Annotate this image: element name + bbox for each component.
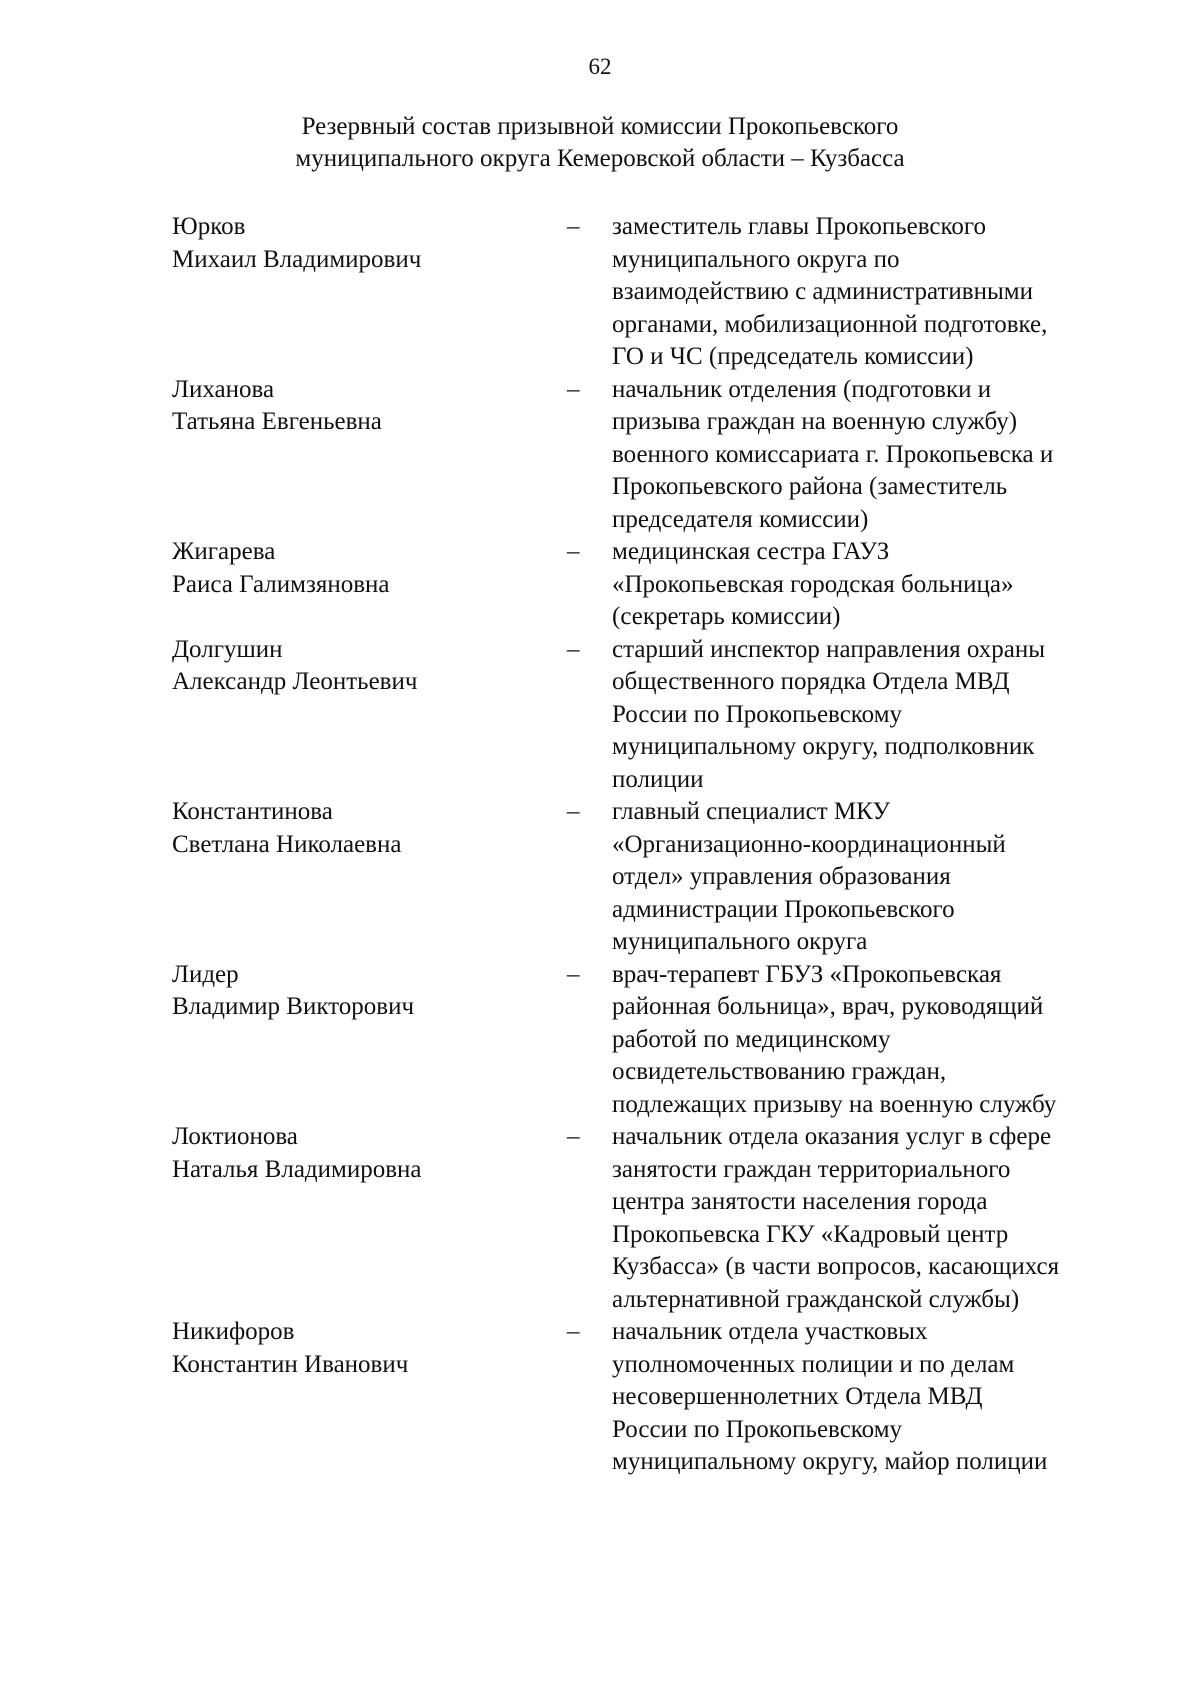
- member-description-line: подлежащих призыву на военную службу: [612, 1090, 1057, 1118]
- member-description-line: «Организационно-координационный: [612, 830, 1006, 858]
- title-line: муниципального округа Кемеровской области – Кузбасса: [295, 145, 905, 172]
- member-name: [172, 634, 567, 797]
- member-description-line: (секретарь комиссии): [612, 603, 841, 630]
- member-description-line: Кузбасса» (в части вопросов, касающихся: [612, 1253, 1060, 1280]
- member-description: [612, 796, 1132, 959]
- member-surname: Долгушин: [172, 635, 283, 663]
- member-entry: [172, 374, 1132, 537]
- member-description-line: занятости граждан территориального: [612, 1155, 1011, 1183]
- member-description-line: России по Прокопьевскому: [612, 1415, 903, 1443]
- member-description-line: главный специалист МКУ: [612, 798, 891, 825]
- member-description-line: отдел» управления образования: [612, 863, 951, 890]
- member-description-line: районная больница», врач, руководящий: [612, 993, 1044, 1020]
- member-description-line: заместитель главы Прокопьевского: [612, 213, 987, 240]
- member-entry: [172, 536, 1132, 634]
- member-name: [172, 1316, 567, 1479]
- member-description: [612, 634, 1132, 797]
- member-description: [612, 1316, 1132, 1479]
- member-description-line: муниципальному округу, подполковник: [612, 733, 1035, 760]
- member-description-line: полиции: [612, 765, 704, 793]
- member-description-line: военного комиссариата г. Прокопьевска и: [612, 440, 1054, 468]
- member-entry: [172, 959, 1132, 1122]
- title-line: Резервный состав призывной комиссии Прокопьевского: [301, 113, 899, 140]
- member-description-line: муниципального округа: [612, 928, 868, 955]
- member-entry: [172, 1316, 1132, 1479]
- member-description: [612, 959, 1132, 1122]
- member-given-names: Татьяна Евгеньевна: [172, 408, 382, 435]
- member-dash: –: [567, 1318, 580, 1345]
- member-surname: Юрков: [172, 213, 246, 240]
- member-description-line: «Прокопьевская городская больница»: [612, 570, 1014, 598]
- members-list: [172, 211, 1132, 1479]
- member-name: [172, 796, 567, 959]
- member-name: [172, 959, 567, 1122]
- member-description-line: начальник отделения (подготовки и: [612, 375, 992, 403]
- member-description-line: ГО и ЧС (председатель комиссии): [612, 343, 974, 370]
- member-name: [172, 374, 567, 537]
- member-description-line: альтернативной гражданской службы): [612, 1285, 1020, 1313]
- member-surname: Лиханова: [172, 375, 275, 403]
- member-entry: [172, 634, 1132, 797]
- member-surname: Локтионова: [172, 1123, 298, 1150]
- member-dash: –: [567, 213, 580, 240]
- member-description-line: муниципальному округу, майор полиции: [612, 1448, 1048, 1475]
- member-given-names: Константин Иванович: [172, 1350, 409, 1378]
- member-description-line: администрации Прокопьевского: [612, 895, 955, 923]
- member-entry: [172, 211, 1132, 374]
- member-given-names: Владимир Викторович: [172, 993, 415, 1020]
- member-dash: –: [567, 798, 580, 825]
- member-description-line: общественного порядка Отдела МВД: [612, 668, 1010, 695]
- document-title: [0, 111, 1200, 175]
- member-description: [612, 374, 1132, 537]
- member-description-line: муниципального округа по: [612, 245, 900, 273]
- member-surname: Жигарева: [172, 538, 276, 565]
- member-description-line: работой по медицинскому: [612, 1025, 891, 1053]
- member-name: [172, 536, 567, 634]
- member-given-names: Наталья Владимировна: [172, 1155, 422, 1183]
- member-description-line: России по Прокопьевскому: [612, 700, 903, 728]
- member-description-line: старший инспектор направления охраны: [612, 635, 1045, 663]
- member-description-line: призыва граждан на военную службу): [612, 408, 1018, 435]
- member-given-names: Светлана Николаевна: [172, 830, 402, 858]
- member-description: [612, 536, 1132, 634]
- member-description-line: Прокопьевского района (заместитель: [612, 473, 1008, 500]
- member-description-line: уполномоченных полиции и по делам: [612, 1350, 1015, 1378]
- member-name: [172, 211, 567, 374]
- member-entry: [172, 1121, 1132, 1316]
- member-description-line: председателя комиссии): [612, 505, 869, 533]
- member-description-line: начальник отдела участковых: [612, 1318, 928, 1345]
- member-surname: Лидер: [172, 960, 239, 988]
- member-description-line: центра занятости населения города: [612, 1188, 988, 1215]
- member-description-line: врач-терапевт ГБУЗ «Прокопьевская: [612, 960, 1002, 988]
- member-surname: Константинова: [172, 798, 333, 825]
- member-description-line: органами, мобилизационной подготовке,: [612, 310, 1048, 338]
- member-description: [612, 1121, 1132, 1316]
- member-given-names: Александр Леонтьевич: [172, 668, 418, 695]
- member-name: [172, 1121, 567, 1316]
- member-dash: –: [567, 375, 580, 403]
- member-given-names: Михаил Владимирович: [172, 245, 422, 273]
- member-description-line: медицинская сестра ГАУЗ: [612, 538, 890, 565]
- member-description: [612, 211, 1132, 374]
- member-given-names: Раиса Галимзяновна: [172, 570, 390, 598]
- member-entry: [172, 796, 1132, 959]
- member-description-line: несовершеннолетних Отдела МВД: [612, 1383, 983, 1410]
- member-description-line: Прокопьевска ГКУ «Кадровый центр: [612, 1220, 1009, 1248]
- member-dash: –: [567, 538, 580, 565]
- member-description-line: начальник отдела оказания услуг в сфере: [612, 1123, 1052, 1150]
- member-dash: –: [567, 1123, 580, 1150]
- member-description-line: освидетельствованию граждан,: [612, 1058, 947, 1085]
- member-dash: –: [567, 635, 580, 663]
- member-description-line: взаимодействию с административными: [612, 278, 1033, 305]
- page-number: 62: [588, 54, 612, 79]
- member-dash: –: [567, 960, 580, 988]
- member-surname: Никифоров: [172, 1318, 295, 1345]
